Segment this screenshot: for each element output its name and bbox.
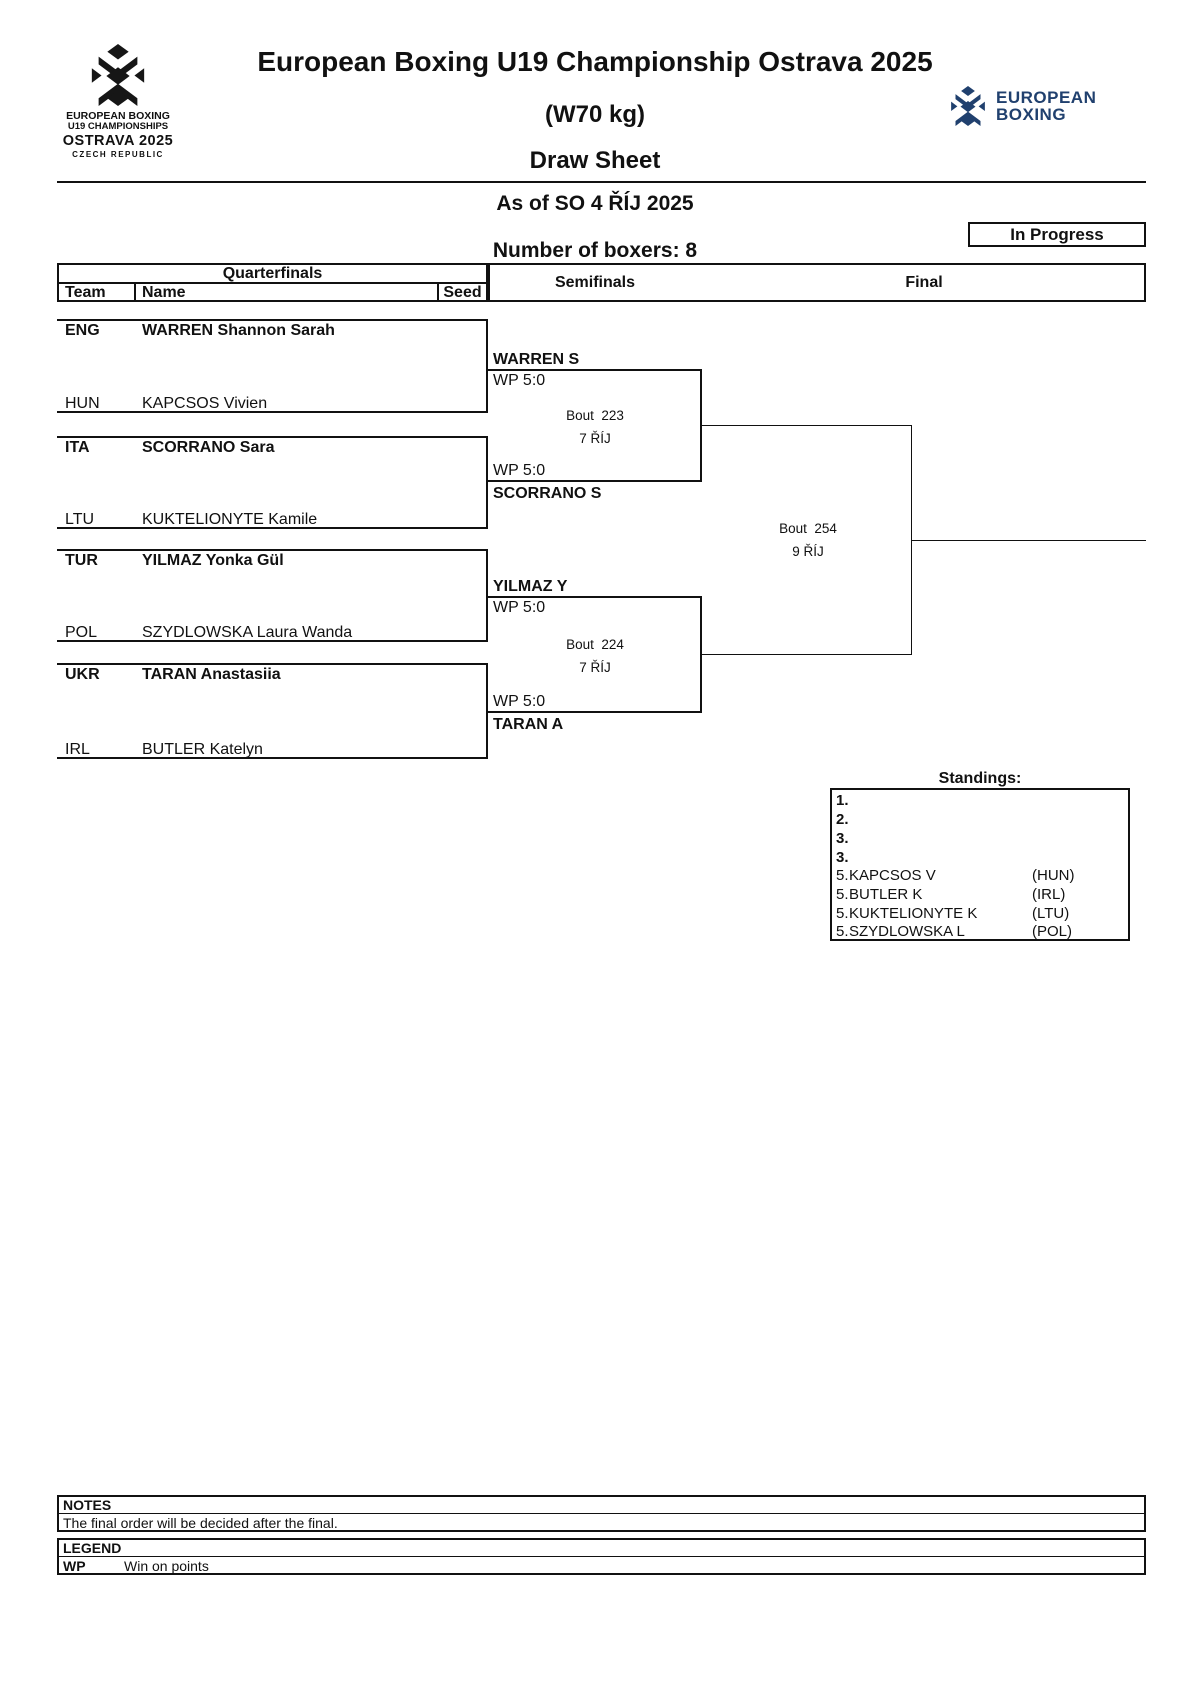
sf2-bout-date: 7 ŘÍJ bbox=[579, 660, 611, 675]
as-of-date: As of SO 4 ŘÍJ 2025 bbox=[496, 192, 694, 215]
qf2-top-team: ITA bbox=[65, 439, 90, 456]
qf4-top-line bbox=[57, 663, 488, 665]
boxer-count: Number of boxers: 8 bbox=[492, 239, 698, 262]
sf2-bottom-line bbox=[488, 711, 702, 713]
legend-title: LEGEND bbox=[63, 1540, 122, 1556]
standings-boxer: KUKTELIONYTE K bbox=[849, 905, 978, 922]
column-header-name: Name bbox=[142, 284, 186, 301]
sf1-bottom-line bbox=[488, 480, 702, 482]
column-header-seed: Seed bbox=[443, 284, 482, 301]
sf1-top-result: WP 5:0 bbox=[493, 372, 546, 389]
final-top-connector bbox=[702, 425, 912, 426]
sf2-top-winner: YILMAZ Y bbox=[493, 578, 568, 595]
header-rule bbox=[57, 181, 1146, 183]
legend-abbr: WP bbox=[63, 1558, 86, 1574]
standings-rank: 1. bbox=[836, 792, 849, 809]
standings-rank: 3. bbox=[836, 849, 849, 866]
qf4-top-boxer: TARAN Anastasiia bbox=[142, 666, 281, 683]
standings-rank: 3. bbox=[836, 830, 849, 847]
qf1-bottom-team: HUN bbox=[65, 395, 100, 412]
event-logo-line-4: CZECH REPUBLIC bbox=[72, 149, 164, 159]
event-logo-line-2: U19 CHAMPIONSHIPS bbox=[67, 121, 169, 133]
qf4-top-team: UKR bbox=[65, 666, 100, 683]
sf2-bout-number: Bout 224 bbox=[566, 637, 624, 652]
qf1-right-line bbox=[486, 319, 488, 413]
sf1-bottom-winner: SCORRANO S bbox=[493, 485, 602, 502]
standings-title: Standings: bbox=[938, 770, 1022, 787]
team-name-separator bbox=[134, 284, 136, 301]
qf2-bottom-team: LTU bbox=[65, 511, 95, 528]
weight-class: (W70 kg) bbox=[544, 101, 645, 128]
sf1-top-line bbox=[488, 369, 702, 371]
column-header-team: Team bbox=[65, 284, 106, 301]
qf1-top-line bbox=[57, 319, 488, 321]
standings-rank: 5. bbox=[836, 905, 849, 922]
column-header-semifinals: Semifinals bbox=[554, 274, 636, 291]
legend-divider bbox=[57, 1556, 1146, 1557]
sf1-bottom-result: WP 5:0 bbox=[493, 462, 546, 479]
status-label: In Progress bbox=[1010, 225, 1104, 244]
standings-country: (LTU) bbox=[1032, 905, 1070, 922]
event-logo-line-1: EUROPEAN BOXING bbox=[66, 110, 170, 122]
qf4-bottom-line bbox=[57, 757, 488, 759]
qf1-top-boxer: WARREN Shannon Sarah bbox=[142, 322, 335, 339]
sf1-bout-number: Bout 223 bbox=[566, 408, 624, 423]
standings-rank: 2. bbox=[836, 811, 849, 828]
qf3-bottom-boxer: SZYDLOWSKA Laura Wanda bbox=[142, 624, 353, 641]
event-logo-line-3: OSTRAVA 2025 bbox=[62, 132, 174, 149]
final-bout-date: 9 ŘÍJ bbox=[792, 544, 824, 559]
sheet-type: Draw Sheet bbox=[529, 147, 661, 174]
legend-desc: Win on points bbox=[124, 1558, 209, 1574]
final-bottom-connector bbox=[702, 654, 912, 655]
standings-boxer: BUTLER K bbox=[849, 886, 923, 903]
qf3-top-team: TUR bbox=[65, 552, 98, 569]
qf2-top-boxer: SCORRANO Sara bbox=[142, 439, 275, 456]
final-winner-line bbox=[912, 540, 1146, 541]
org-logo-line-2: BOXING bbox=[996, 105, 1067, 124]
page-title: European Boxing U19 Championship Ostrava 2025 bbox=[257, 46, 933, 77]
standings-country: (IRL) bbox=[1032, 886, 1066, 903]
standings-rank: 5. bbox=[836, 867, 849, 884]
column-header-quarterfinals: Quarterfinals bbox=[222, 265, 323, 282]
notes-text: The final order will be decided after the final. bbox=[63, 1515, 338, 1531]
standings-country: (HUN) bbox=[1032, 867, 1075, 884]
qf2-top-line bbox=[57, 436, 488, 438]
standings-boxer: SZYDLOWSKA L bbox=[849, 923, 965, 940]
sf2-top-result: WP 5:0 bbox=[493, 599, 546, 616]
qf1-bottom-boxer: KAPCSOS Vivien bbox=[142, 395, 268, 412]
qf4-bottom-team: IRL bbox=[65, 741, 90, 758]
standings-country: (POL) bbox=[1032, 923, 1073, 940]
sf1-top-winner: WARREN S bbox=[493, 351, 580, 368]
sf2-top-line bbox=[488, 596, 702, 598]
org-logo-line-1: EUROPEAN bbox=[996, 88, 1097, 107]
qf4-bottom-boxer: BUTLER Katelyn bbox=[142, 741, 263, 758]
qf2-right-line bbox=[486, 436, 488, 529]
qf2-bottom-boxer: KUKTELIONYTE Kamile bbox=[142, 511, 318, 528]
standings-boxer: KAPCSOS V bbox=[849, 867, 936, 884]
qf3-bottom-team: POL bbox=[65, 624, 98, 641]
final-bout-number: Bout 254 bbox=[779, 521, 837, 536]
sf2-bottom-result: WP 5:0 bbox=[493, 693, 546, 710]
qf1-top-team: ENG bbox=[65, 322, 100, 339]
qf1-bottom-line bbox=[57, 411, 488, 413]
notes-title: NOTES bbox=[63, 1497, 112, 1513]
sf2-bottom-winner: TARAN A bbox=[493, 716, 564, 733]
notes-divider bbox=[57, 1513, 1146, 1514]
qf3-top-boxer: YILMAZ Yonka Gül bbox=[142, 552, 284, 569]
column-header-final: Final bbox=[905, 274, 943, 291]
standings-rank: 5. bbox=[836, 923, 849, 940]
qf3-top-line bbox=[57, 549, 488, 551]
sf1-bout-date: 7 ŘÍJ bbox=[579, 431, 611, 446]
standings-rank: 5. bbox=[836, 886, 849, 903]
